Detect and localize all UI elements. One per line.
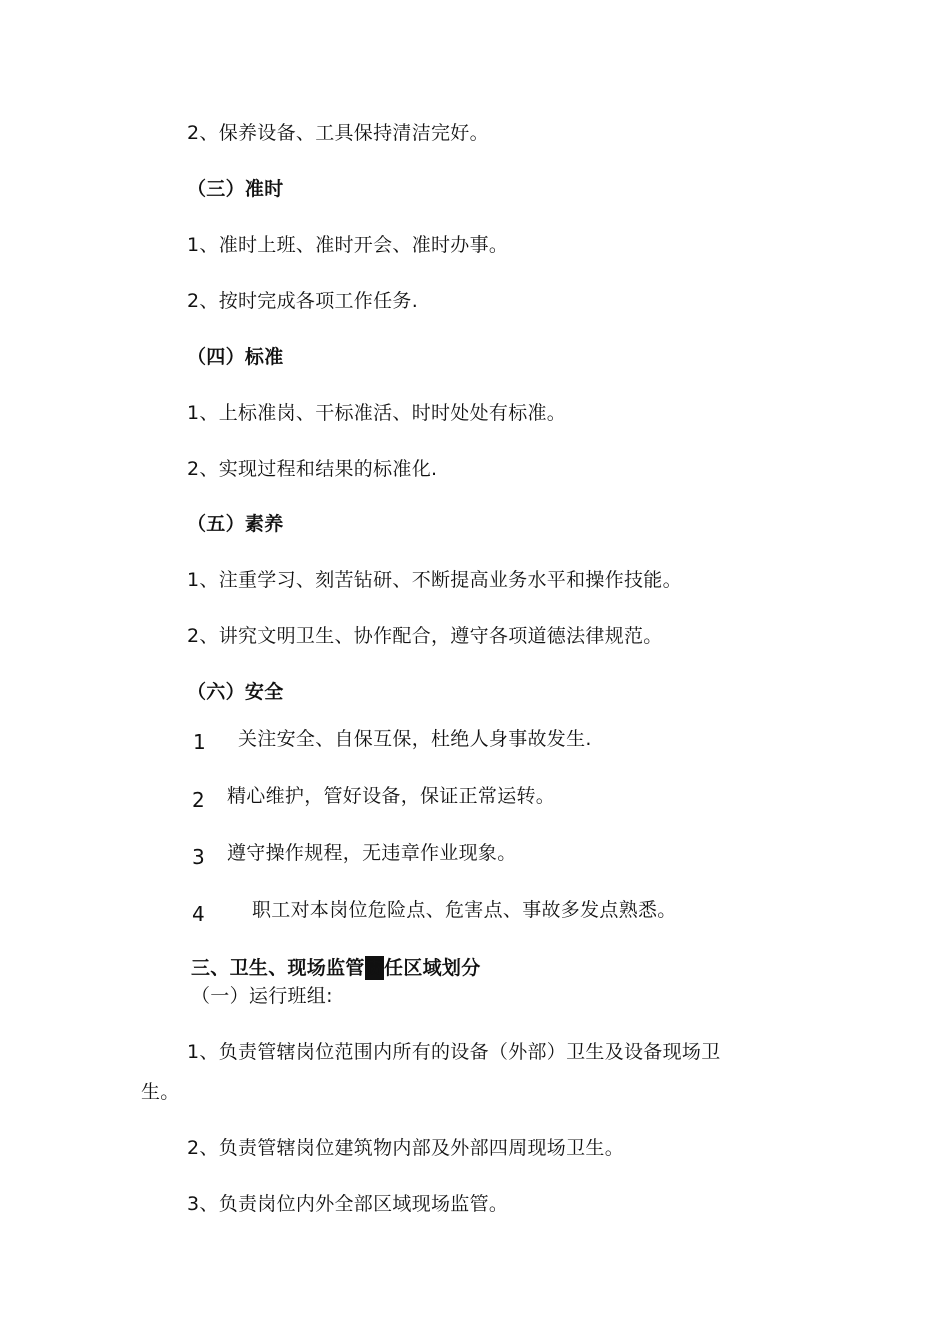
list-item-number: 2 — [192, 788, 205, 812]
list-item-text: 关注安全、自保互保，杜绝人身事故发生. — [238, 728, 592, 750]
paragraph-duty-equipment: 1、负责管辖岗位范围内所有的设备（外部）卫生及设备现场卫 — [187, 1041, 721, 1063]
heading-quality: （五）素养 — [187, 513, 284, 535]
list-item-number: 1 — [193, 730, 206, 754]
paragraph-standard-post: 1、上标准岗、干标准活、时时处处有标准。 — [187, 402, 567, 424]
list-item-text: 职工对本岗位危险点、危害点、事故多发点熟悉。 — [252, 899, 677, 921]
paragraph-standardization: 2、实现过程和结果的标准化. — [187, 458, 438, 480]
heading-punctuality: （三）准时 — [187, 178, 284, 200]
paragraph-duty-supervision: 3、负责岗位内外全部区域现场监管。 — [187, 1193, 509, 1215]
paragraph-on-time-work: 1、准时上班、准时开会、准时办事。 — [187, 234, 509, 256]
list-item-number: 4 — [192, 902, 205, 926]
list-item-text: 精心维护，管好设备，保证正常运转。 — [227, 785, 556, 807]
redaction-mark: 责 — [364, 957, 385, 979]
subsection-title: （一）运行班组: — [191, 985, 333, 1007]
paragraph-civility: 2、讲究文明卫生、协作配合，遵守各项道德法律规范。 — [187, 625, 663, 647]
list-item-number: 3 — [192, 845, 205, 869]
paragraph-study: 1、注重学习、刻苦钻研、不断提高业务水平和操作技能。 — [187, 569, 682, 591]
heading-standard: （四）标准 — [187, 346, 284, 368]
section-title-part: 三、卫生、现场监管 — [191, 957, 365, 979]
paragraph-complete-tasks: 2、按时完成各项工作任务. — [187, 290, 419, 312]
section-title-part: 任区域划分 — [384, 957, 481, 979]
paragraph-duty-buildings: 2、负责管辖岗位建筑物内部及外部四周现场卫生。 — [187, 1137, 624, 1159]
heading-safety: （六）安全 — [187, 681, 284, 703]
list-item-text: 遵守操作规程，无违章作业现象。 — [227, 842, 517, 864]
paragraph-tools-clean: 2、保养设备、工具保持清洁完好。 — [187, 122, 489, 144]
section-title — [191, 956, 481, 980]
paragraph-duty-equipment-cont: 生。 — [141, 1081, 180, 1103]
